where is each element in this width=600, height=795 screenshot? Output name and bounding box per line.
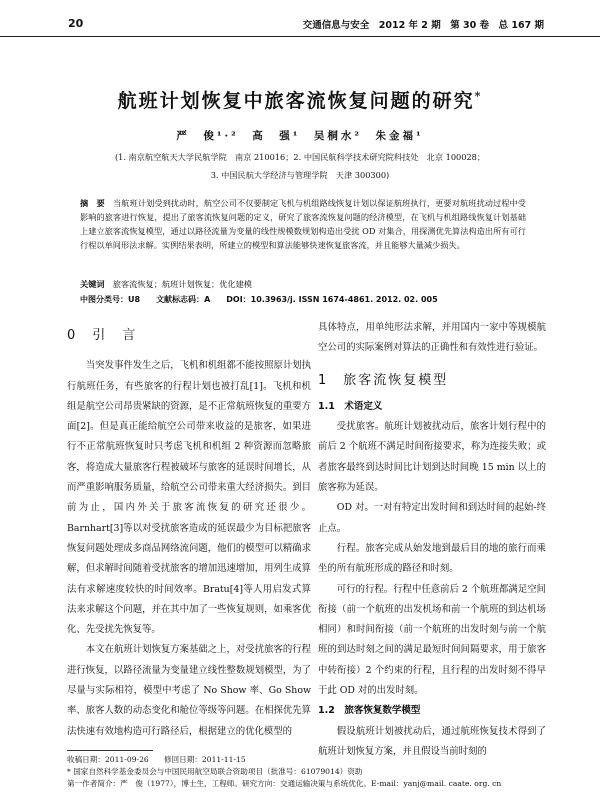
- affiliation-line-1: (1. 南京航空航天大学民航学院 南京 210016；2. 中国民航科学技术研究院科技处 北京 100028；: [114, 152, 486, 162]
- affiliation-line-2: 3. 中国民航大学经济与管理学院 天津 300300): [210, 170, 390, 180]
- abstract: [80, 196, 526, 252]
- paper-title: 航班计划恢复中旅客流恢复问题的研究*: [117, 89, 483, 112]
- paragraph: 受扰旅客。航班计划被扰动后，旅客计划行程中的前后 2 个航班不满足时间衔接要求，称为连接失败；或者旅客最终到达时间比计划到达时间晚 15 min 以上的旅客称为延误。: [318, 421, 546, 494]
- keywords-label: 关键词: [80, 279, 105, 289]
- left-column: [67, 318, 311, 742]
- paragraph-continued: 具体特点，用单纯形法求解，并用国内一家中等规模航空公司的实际案例对算法的正确性和有效性进行验证。: [318, 322, 546, 354]
- clc-number: U8: [128, 295, 141, 304]
- subsection-heading-math-model: 1.2 旅客恢复数学模型: [318, 705, 421, 717]
- paragraph: 可行的行程。行程中任意前后 2 个航班都满足空间衔接（前一个航班的出发机场和前一个航班的到达机场相同）和时间衔接（前一个航班的出发时刻与前一个航班的到达时刻之间的满足最短时间间隔要求，用于旅客中转衔接）2 个约束的行程，且行程的出发时刻不得早于此 OD 对的出发时刻。: [318, 583, 546, 697]
- subsection-heading-terms: 1.1 术语定义: [318, 400, 383, 412]
- paragraph: 行程。旅客完成从始发地到最后目的地的旅行而乘坐的所有航班形成的路径和时刻。: [318, 542, 546, 575]
- doc-code: A: [204, 295, 211, 304]
- doi: DOI：10.3963/j. ISSN 1674-4861. 2012. 02. 005: [226, 295, 438, 304]
- section-heading-intro: 0 引 言: [67, 328, 138, 343]
- footnote-dates: 收稿日期：2011-09-26 修回日期：2011-11-15: [67, 755, 246, 764]
- section-heading-model: 1 旅客流恢复模型: [318, 372, 449, 388]
- right-column: [318, 318, 546, 762]
- paragraph: 当突发事件发生之后，飞机和机组都不能按照原计划执行航班任务，有些旅客的行程计划也被打乱[1]。飞机和机组是航空公司昂贵紧缺的资源，是不正常航班恢复的重要方面[2]。但是真正能给航空公司带来收益的是旅客，如果进行不正常航班恢复时只考虑飞机和机组 2 种资源而忽略旅客，将造成大量旅客行程被破坏与旅客的延误时间增长，从而严重影响服务质量，给航空公司带来重大经济损失。到目前为止，国内外关于旅客流恢复的研究还很少。Barnhart[3]等以对受扰旅客造成的延误最少为目标把旅客恢复问题处理成多商品网络流问题，他们的模型可以精确求解，但求解时间随着受扰旅客的增加迅速增加，用列生成算法有求解速度较快的时间效率。Bratu[4]等人用启发式算法来求解这个问题，并在其中加了一些恢复规则，如乘客优化、先受扰先恢复等。: [67, 360, 311, 636]
- keywords: [80, 277, 526, 291]
- journal-info: 交通信息与安全 2012 年 2 期 第 30 卷 总 167 期: [302, 20, 544, 31]
- page-number: 20: [68, 17, 84, 30]
- footnote-funding: * 国家自然科学基金委员会与中国民用航空局联合资助项目（批准号：61079014）资助: [67, 767, 363, 776]
- title-footnote-mark: *: [474, 89, 483, 103]
- paragraph: 假设航班计划被扰动后，通过航班恢复技术得到了航班计划恢复方案，并且假设当前时刻的: [318, 725, 546, 757]
- classification-line: 中图分类号：U8 文献标志码：A DOI：10.3963/j. ISSN 1674-4861. 2012. 02. 005: [80, 295, 438, 304]
- abstract-text: 当航班计划受到扰动时，航空公司不仅要制定飞机与机组路线恢复计划以保证航班执行，更要对航班扰动过程中受影响的旅客进行恢复，提出了旅客流恢复问题的定义，研究了旅客流恢复问题的经济模型，在飞机与机组路线恢复计划基础上建立旅客流恢复模型，通过以路径流量为变量的线性规模数规划构造出受扰 OD 对集合，用探测优先算法构造出所有可行行程以单间形法求解。实例结果表明，所建立的模型和算法能够快速恢复旅客流，并且能够大量减少损失。: [80, 198, 526, 250]
- authors: 严 俊¹·² 高 强¹ 吴桐水² 朱金福¹: [176, 130, 424, 142]
- running-header: [0, 14, 600, 37]
- footnote-author-bio: 第一作者简介：严 俊（1977），博士生，工程师。研究方向：交通运输决策与系统优化。E-mail：yanj@mail. caate. org. cn: [67, 779, 502, 788]
- paragraph: OD 对。一对有特定出发时间和到达时间的起始-终止点。: [318, 502, 546, 534]
- paragraph: 本文在航班计划恢复方案基础之上，对受扰旅客的行程进行恢复，以路径流量为变量建立线性整数规划模型，为了尽量与实际相符，模型中考虑了 No Show 率、Go Show 率、旅客人数的动态变化和舱位等级等问题。在相探优先算法快速有效地构造可行路径后，根据建立的优化模型的: [67, 644, 311, 737]
- abstract-label: 摘 要: [80, 198, 105, 208]
- footnote-rule: [67, 750, 153, 751]
- keywords-text: 旅客流恢复；航班计划恢复；优化建模: [112, 279, 252, 289]
